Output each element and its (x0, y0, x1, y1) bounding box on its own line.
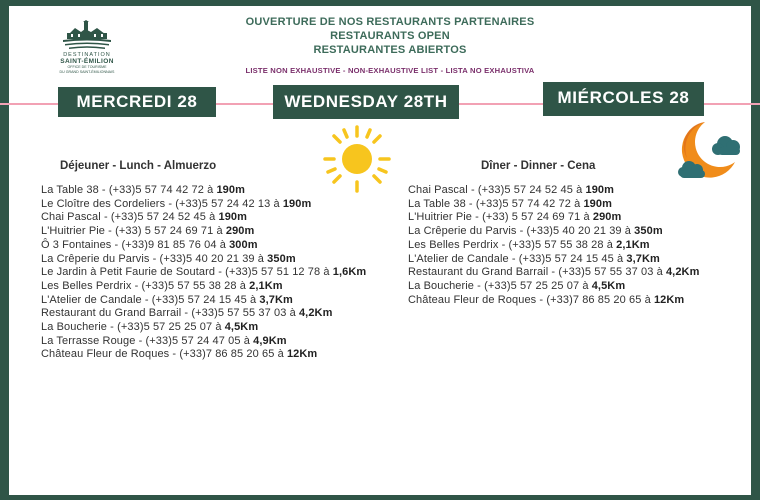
distance: 2,1Km (249, 279, 283, 292)
lunch-heading: Déjeuner - Lunch - Almuerzo (60, 160, 217, 172)
logo-line-destination: DESTINATION (63, 52, 111, 58)
restaurant-entry: Les Belles Perdrix - (+33)5 57 55 38 28 à (408, 238, 617, 251)
list-item (41, 184, 366, 198)
list-item (408, 239, 699, 253)
distance: 1,6Km (332, 266, 367, 279)
distance: 190m (218, 211, 248, 224)
village-logo-icon (61, 20, 113, 50)
restaurant-entry: L'Huitrier Pie - (+33) 5 57 24 69 71 à (41, 225, 226, 238)
restaurant-entry: Le Jardin à Petit Faurie de Soutard - (+33)5 57 51 12 78 à (41, 266, 333, 279)
header (190, 15, 590, 75)
list-item (41, 266, 366, 280)
restaurant-entry: Ô 3 Fontaines - (+33)9 81 85 76 04 à (41, 238, 230, 251)
logo-line-grand: DU GRAND SAINT-ÉMILIONNAIS (59, 69, 115, 74)
dinner-heading: Dîner - Dinner - Cena (481, 160, 596, 172)
restaurant-entry: Restaurant du Grand Barrail - (+33)5 57 55 37 03 à (41, 307, 299, 320)
list-item (41, 307, 366, 321)
distance: 4,5Km (591, 279, 626, 292)
destination-logo (54, 20, 120, 74)
list-item (41, 239, 366, 253)
moon-cloud-icon (675, 118, 745, 184)
logo-line-office: OFFICE DE TOURISME (67, 65, 107, 69)
distance: 290m (592, 211, 622, 224)
distance: 350m (634, 225, 663, 238)
list-item (408, 294, 699, 308)
distance: 3,7Km (259, 293, 293, 306)
restaurant-entry: Château Fleur de Roques - (+33)7 86 85 20 65 à (41, 348, 287, 361)
list-item (408, 253, 699, 267)
restaurant-entry: La Table 38 - (+33)5 57 74 42 72 à (41, 184, 217, 196)
list-item (408, 211, 699, 225)
list-item (41, 348, 366, 362)
distance: 4,2Km (665, 266, 700, 279)
day-badge-english: WEDNESDAY 28TH (273, 85, 459, 119)
distance: 2,1Km (616, 238, 650, 251)
distance: 190m (585, 184, 615, 196)
dinner-list (408, 184, 699, 307)
distance: 12Km (653, 293, 685, 306)
restaurant-entry: La Terrasse Rouge - (+33)5 57 24 47 05 à (41, 334, 254, 347)
restaurant-entry: Chai Pascal - (+33)5 57 24 52 45 à (41, 211, 219, 224)
list-item (41, 225, 366, 239)
list-item (408, 198, 699, 212)
list-item (41, 294, 366, 308)
distance: 3,7Km (626, 252, 660, 265)
list-item (408, 225, 699, 239)
restaurant-entry: L'Atelier de Candale - (+33)5 57 24 15 45 à (41, 293, 260, 306)
list-item (41, 280, 366, 294)
logo-line-saint-emilion: SAINT-ÉMILION (60, 58, 114, 65)
list-item (41, 335, 366, 349)
restaurant-entry: Les Belles Perdrix - (+33)5 57 55 38 28 à (41, 279, 250, 292)
list-item (41, 253, 366, 267)
lunch-list (41, 184, 366, 362)
title-english: RESTAURANTS OPEN (330, 30, 450, 42)
restaurant-entry: La Boucherie - (+33)5 57 25 25 07 à (408, 279, 592, 292)
list-item (408, 184, 699, 198)
distance: 290m (225, 225, 255, 238)
distance: 190m (216, 184, 246, 196)
title-spanish: RESTAURANTES ABIERTOS (313, 44, 467, 56)
restaurant-entry: Le Cloître des Cordeliers - (+33)5 57 24 42 13 à (41, 197, 283, 210)
restaurant-entry: Chai Pascal - (+33)5 57 24 52 45 à (408, 184, 586, 196)
distance: 190m (282, 197, 312, 210)
restaurant-entry: La Crêperie du Parvis - (+33)5 40 20 21 39 à (41, 252, 268, 265)
restaurant-entry: La Table 38 - (+33)5 57 74 42 72 à (408, 197, 584, 210)
restaurant-entry: L'Atelier de Candale - (+33)5 57 24 15 45 à (408, 252, 627, 265)
distance: 350m (267, 252, 296, 265)
distance: 4,5Km (224, 321, 259, 334)
restaurant-entry: La Crêperie du Parvis - (+33)5 40 20 21 39 à (408, 225, 635, 238)
list-item (41, 198, 366, 212)
list-item (408, 266, 699, 280)
list-item (41, 321, 366, 335)
subtitle-non-exhaustive: LISTE NON EXHAUSTIVE - NON-EXHAUSTIVE LIST - LISTA NO EXHAUSTIVA (245, 66, 535, 75)
title-french: OUVERTURE DE NOS RESTAURANTS PARTENAIRES (245, 16, 535, 28)
list-item (41, 211, 366, 225)
restaurant-entry: La Boucherie - (+33)5 57 25 25 07 à (41, 321, 225, 334)
day-badge-spanish: MIÉRCOLES 28 (543, 82, 704, 116)
distance: 190m (583, 197, 613, 210)
restaurant-entry: Château Fleur de Roques - (+33)7 86 85 20 65 à (408, 293, 654, 306)
distance: 4,2Km (298, 307, 333, 320)
restaurant-entry: L'Huitrier Pie - (+33) 5 57 24 69 71 à (408, 211, 593, 224)
day-badge-french: MERCREDI 28 (58, 87, 216, 117)
restaurant-entry: Restaurant du Grand Barrail - (+33)5 57 55 37 03 à (408, 266, 666, 279)
distance: 12Km (286, 348, 318, 361)
distance: 300m (229, 238, 258, 251)
distance: 4,9Km (253, 334, 287, 347)
list-item (408, 280, 699, 294)
